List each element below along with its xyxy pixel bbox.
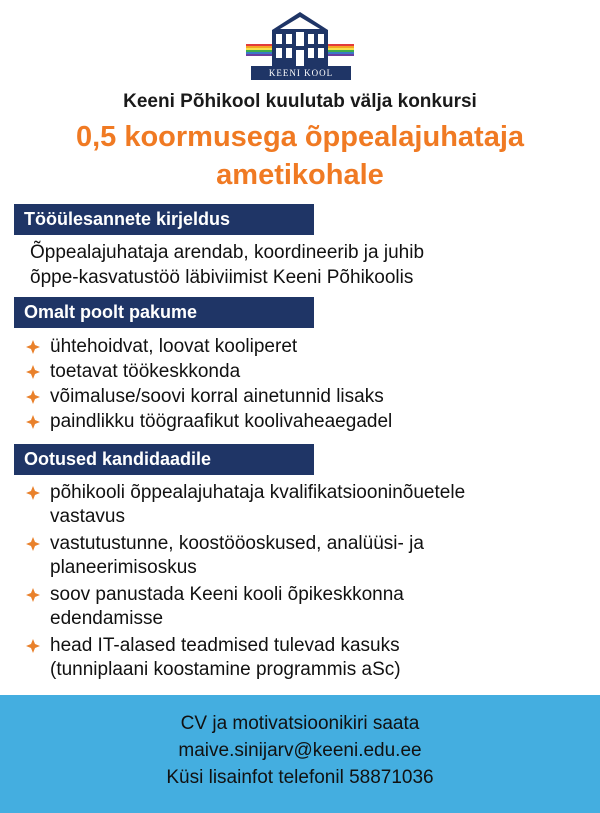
diamond-bullet-icon <box>26 588 40 602</box>
position-title <box>0 118 600 194</box>
contact-footer <box>0 695 600 813</box>
diamond-bullet-icon <box>26 340 40 354</box>
list-item: head IT-alased teadmised tulevad kasuks (tunniplaani koostamine programmis aSc) <box>22 634 592 682</box>
duties-text-line2: õppe-kasvatustöö läbiviimist Keeni Põhikoolis <box>30 267 414 288</box>
footer-cv-line: CV ja motivatsioonikiri saata <box>180 713 420 734</box>
logo-text: KEENI KOOL <box>268 68 334 78</box>
diamond-bullet-icon <box>26 365 40 379</box>
list-item: ühtehoidvat, loovat kooliperet <box>22 335 592 359</box>
list-item: soov panustada Keeni kooli õpikeskkonna edendamisse <box>22 583 592 631</box>
diamond-bullet-icon <box>26 415 40 429</box>
announcement-headline: Keeni Põhikool kuulutab välja konkursi <box>123 91 477 112</box>
list-item: paindlikku töögraafikut koolivaheaegadel <box>22 410 592 434</box>
position-title-line2: ametikohale <box>216 159 384 191</box>
duties-description <box>30 240 590 290</box>
offer-section-header: Omalt poolt pakume <box>14 297 314 328</box>
diamond-bullet-icon <box>26 486 40 500</box>
expectations-list <box>22 481 592 682</box>
list-item: vastutustunne, koostööoskused, analüüsi- ja planeerimisoskus <box>22 532 592 580</box>
list-item: põhikooli õppealajuhataja kvalifikatsiooninõuetele vastavus <box>22 481 592 529</box>
diamond-bullet-icon <box>26 537 40 551</box>
list-item: võimaluse/soovi korral ainetunnid lisaks <box>22 385 592 409</box>
duties-section-header: Tööülesannete kirjeldus <box>14 204 314 235</box>
expectations-section-header: Ootused kandidaadile <box>14 444 314 475</box>
contact-phone: Küsi lisainfot telefonil 58871036 <box>166 767 434 788</box>
diamond-bullet-icon <box>26 390 40 404</box>
offer-list <box>22 335 592 434</box>
diamond-bullet-icon <box>26 639 40 653</box>
duties-text-line1: Õppealajuhataja arendab, koordineerib ja juhib <box>30 242 425 263</box>
position-title-line1: 0,5 koormusega õppealajuhataja <box>75 121 525 153</box>
contact-email[interactable]: maive.sinijarv@keeni.edu.ee <box>178 740 422 761</box>
list-item: toetavat töökeskkonda <box>22 360 592 384</box>
